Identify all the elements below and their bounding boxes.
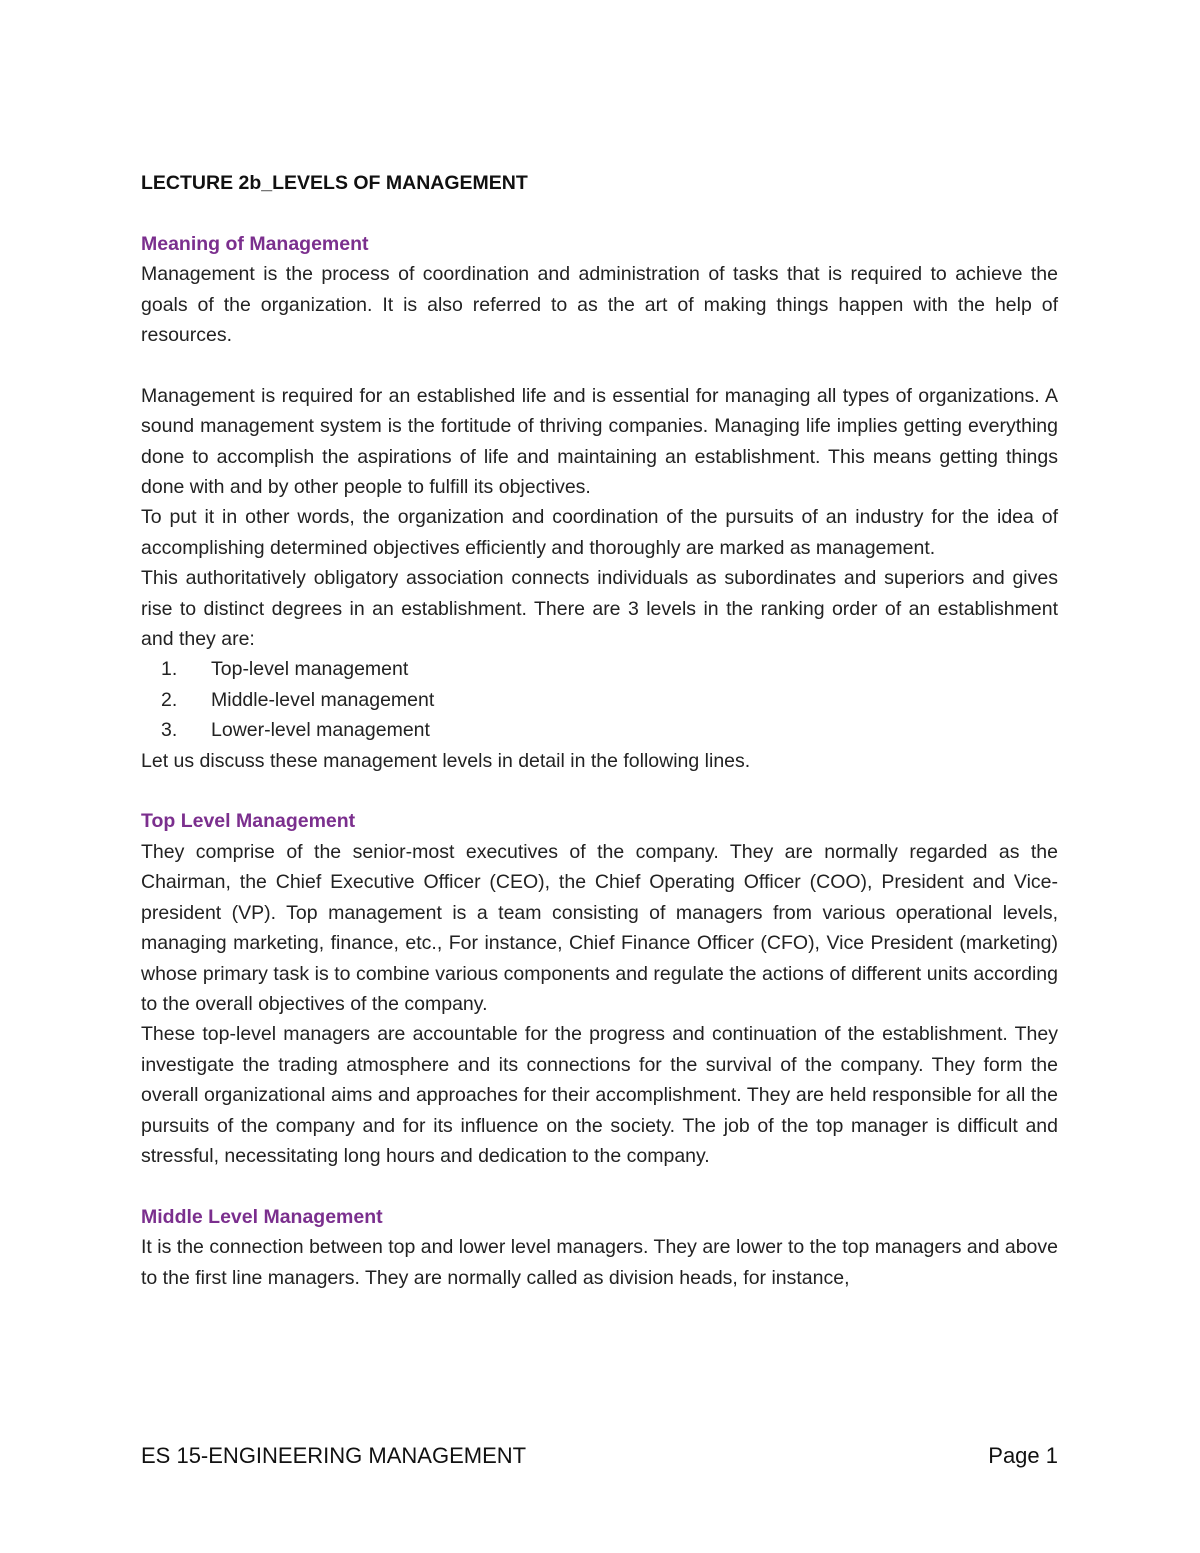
paragraph: They comprise of the senior-most executives of the company. They are normally regarded as the Chairman, the Chief Executive Officer (CEO), the Chief Operating Officer (COO), President and Vice-president (VP). Top management is a team consisting of managers from various operational levels, managing marketing, finance, etc., For instance, Chief Finance Officer (CFO), Vice President (marketing) whose primary task is to combine various components and regulate the actions of different units according to the overall objectives of the company. <box>141 840 1058 1015</box>
page-body <box>141 168 1058 1293</box>
paragraph: It is the connection between top and lower level managers. They are lower to the top managers and above to the first line managers. They are normally called as division heads, for instance, <box>141 1236 1058 1289</box>
list-item-label: Top-level management <box>211 658 409 681</box>
spacer <box>141 776 1058 806</box>
document-title: LECTURE 2b_LEVELS OF MANAGEMENT <box>141 172 528 194</box>
heading-middle-level-management: Middle Level Management <box>141 1205 383 1228</box>
page-footer <box>141 1436 1058 1476</box>
list-item-label: Lower-level management <box>211 719 430 742</box>
paragraph: These top-level managers are accountable for the progress and continuation of the establishment. They investigate the trading atmosphere and its connections for the survival of the company. They form the overall organizational aims and approaches for their accomplishment. They are held responsible for all the pursuits of the company and for its influence on the society. The job of the top manager is difficult and stressful, necessitating long hours and dedication to the company. <box>141 1023 1058 1167</box>
list-item <box>141 654 1058 684</box>
spacer <box>141 350 1058 380</box>
paragraph: Management is the process of coordination and administration of tasks that is required to achieve the goals of the organization. It is also referred to as the art of making things happen with the help of resources. <box>141 263 1058 347</box>
spacer <box>141 1171 1058 1201</box>
spacer <box>141 198 1058 228</box>
list-item-label: Middle-level management <box>211 688 435 711</box>
paragraph: Management is required for an established life and is essential for managing all types of organizations. A sound management system is the fortitude of thriving companies. Managing life implies getting everything done to accomplish the aspirations of life and maintaining an establishment. This means getting things done with and by other people to fulfill its objectives. <box>141 384 1058 499</box>
footer-course-title: ES 15-ENGINEERING MANAGEMENT <box>141 1443 527 1468</box>
paragraph: Let us discuss these management levels in detail in the following lines. <box>141 749 751 772</box>
list-item <box>141 715 1058 745</box>
management-levels-list <box>141 654 1058 745</box>
heading-meaning-of-management: Meaning of Management <box>141 232 369 255</box>
list-item <box>141 685 1058 715</box>
list-number: 2. <box>161 688 178 711</box>
paragraph: To put it in other words, the organization and coordination of the pursuits of an industry for the idea of accomplishing determined objectives efficiently and thoroughly are marked as management. <box>141 506 1058 559</box>
paragraph: This authoritatively obligatory association connects individuals as subordinates and superiors and gives rise to distinct degrees in an establishment. There are 3 levels in the ranking order of an establishment and they are: <box>141 567 1058 651</box>
heading-top-level-management: Top Level Management <box>141 810 356 833</box>
list-number: 1. <box>161 658 178 681</box>
page-number: Page 1 <box>988 1443 1058 1468</box>
list-number: 3. <box>161 719 178 742</box>
